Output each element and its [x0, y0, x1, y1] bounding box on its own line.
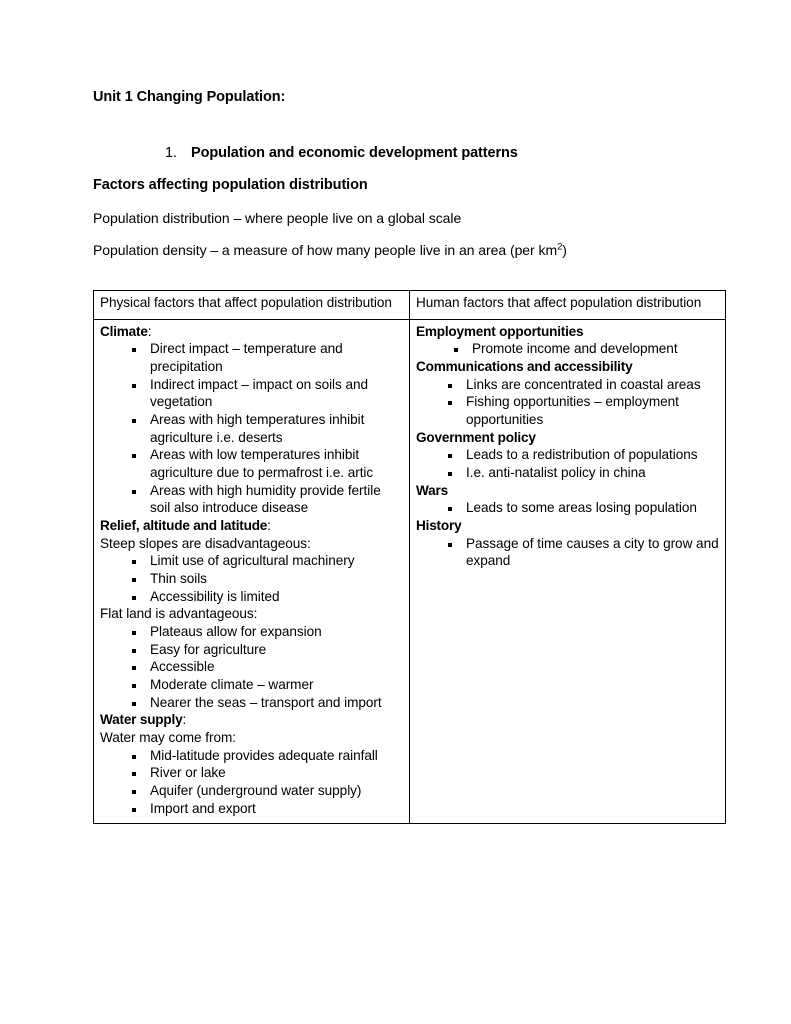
list-item: Leads to a redistribution of populations — [416, 446, 720, 464]
list-item: Limit use of agricultural machinery — [100, 552, 404, 570]
section-heading: Factors affecting population distribution — [93, 176, 368, 193]
list-item: Plateaus allow for expansion — [100, 623, 404, 641]
physical-factors-content — [100, 323, 404, 818]
table-cell-physical-factors — [94, 319, 410, 824]
list-item: Areas with high humidity provide fertile soil also introduce disease — [100, 482, 404, 517]
paragraph-population-density — [93, 241, 703, 259]
block-heading-employment: Employment opportunities — [416, 323, 584, 339]
list-item: Nearer the seas – transport and import — [100, 694, 404, 712]
steep-slopes-bullet-list — [100, 552, 404, 605]
list-item: Passage of time causes a city to grow and expand — [416, 535, 720, 570]
table-header-cell-physical — [94, 291, 410, 319]
list-item: Links are concentrated in coastal areas — [416, 376, 720, 394]
list-item: Promote income and development — [416, 340, 720, 358]
block-heading-climate — [100, 323, 404, 341]
block-heading-water-supply — [100, 711, 404, 729]
list-item: Indirect impact – impact on soils and vegetation — [100, 376, 404, 411]
list-item: Mid-latitude provides adequate rainfall — [100, 747, 404, 765]
list-item: Fishing opportunities – employment opportunities — [416, 393, 720, 428]
list-item: Moderate climate – warmer — [100, 676, 404, 694]
government-policy-bullet-list — [416, 446, 720, 481]
wars-bullet-list — [416, 499, 720, 517]
water-supply-bullet-list — [100, 747, 404, 818]
list-item: I.e. anti-natalist policy in china — [416, 464, 720, 482]
water-supply-heading-colon: : — [182, 712, 187, 728]
list-item: Thin soils — [100, 570, 404, 588]
flat-land-bullet-list — [100, 623, 404, 711]
document-title: Unit 1 Changing Population: — [93, 89, 286, 105]
relief-heading-colon: : — [267, 517, 271, 533]
density-text-pre: Population density – a measure of how many people live in an area (per km — [93, 242, 558, 258]
header-human-label: Human factors that affect population distribution — [416, 295, 702, 311]
paragraph-population-distribution: Population distribution – where people live on a global scale — [93, 209, 462, 226]
list-item: Areas with high temperatures inhibit agriculture i.e. deserts — [100, 411, 404, 446]
water-supply-heading-text: Water supply — [100, 712, 183, 728]
table-header-row — [94, 291, 726, 319]
table-cell-human-factors — [410, 319, 726, 824]
climate-heading-colon: : — [147, 323, 152, 339]
employment-bullet-list — [416, 340, 720, 358]
subheading-water-may-come-from: Water may come from: — [100, 730, 236, 746]
block-heading-government-policy: Government policy — [416, 429, 536, 445]
table-header-cell-human — [410, 291, 726, 319]
document-body — [93, 88, 719, 824]
subheading-steep-slopes: Steep slopes are disadvantageous: — [100, 535, 311, 551]
density-superscript: 2 — [557, 241, 563, 253]
factors-table — [93, 290, 726, 824]
numbered-list-item — [93, 144, 703, 163]
block-heading-communications: Communications and accessibility — [416, 358, 633, 374]
climate-heading-text: Climate — [100, 323, 148, 339]
communications-bullet-list — [416, 376, 720, 429]
list-item: River or lake — [100, 764, 404, 782]
table-content-row — [94, 319, 726, 824]
list-number: 1. — [165, 145, 177, 162]
list-item: Leads to some areas losing population — [416, 499, 720, 517]
subheading-flat-land: Flat land is advantageous: — [100, 606, 258, 622]
list-item: Import and export — [100, 800, 404, 818]
relief-heading-text: Relief, altitude and latitude — [100, 517, 268, 533]
list-item: Accessible — [100, 658, 404, 676]
header-physical-label: Physical factors that affect population distribution — [100, 295, 392, 311]
block-heading-relief — [100, 517, 404, 535]
density-text-post: ) — [562, 242, 567, 258]
list-item: Aquifer (underground water supply) — [100, 782, 404, 800]
human-factors-content — [416, 323, 720, 570]
block-heading-history: History — [416, 517, 462, 533]
list-item: Accessibility is limited — [100, 588, 404, 606]
climate-bullet-list — [100, 340, 404, 517]
list-item: Direct impact – temperature and precipitation — [100, 340, 404, 375]
history-bullet-list — [416, 535, 720, 570]
list-item: Areas with low temperatures inhibit agriculture due to permafrost i.e. artic — [100, 446, 404, 481]
list-item-text: Population and economic development patterns — [191, 145, 518, 162]
factors-table-wrapper — [93, 290, 719, 824]
list-item: Easy for agriculture — [100, 641, 404, 659]
block-heading-wars: Wars — [416, 482, 448, 498]
title-spacer — [93, 106, 703, 144]
